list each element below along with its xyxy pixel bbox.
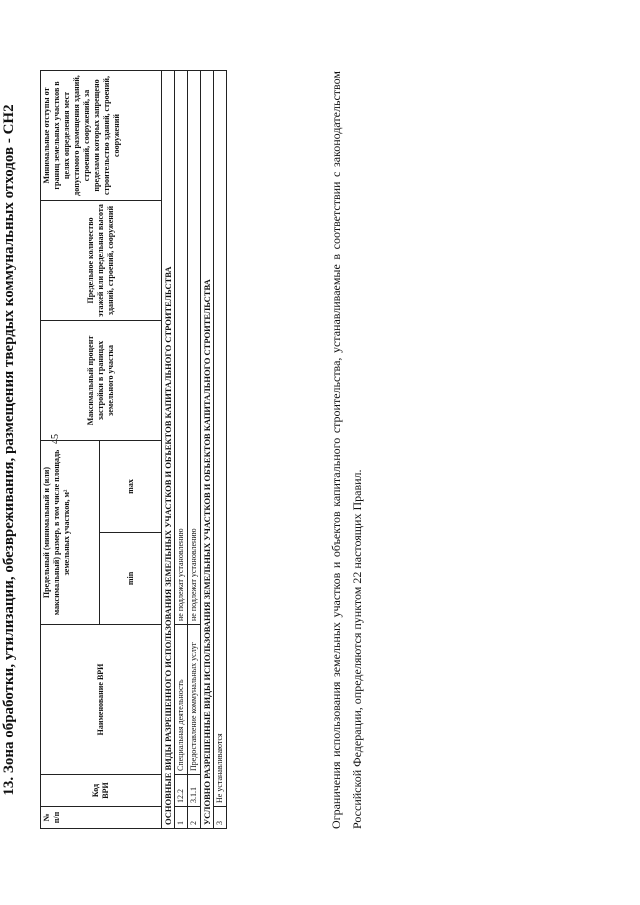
header-setback: Минимальные отступы от границ земельных участков в целях определения мест допустимого размещения зданий, строений, сооружений, за пределами которых запрещено строительство зданий, строений, сооружений: [41, 71, 162, 201]
header-code: Код ВРИ: [41, 775, 162, 807]
row-name: Предоставление коммунальных услуг: [188, 625, 201, 775]
rotated-page-content: [0, 45, 560, 855]
row-num: 2: [188, 807, 201, 829]
table-row: [214, 71, 227, 829]
table-row: [175, 71, 188, 829]
row-code: 3.1.1: [188, 775, 201, 807]
row-num: 3: [214, 807, 227, 829]
header-max: max: [100, 441, 162, 533]
row-value: не подлежат установлению: [175, 71, 188, 625]
header-floors: Предельное количество этажей или предельная высота зданий, строений, сооружений: [41, 201, 162, 321]
header-percent: Максимальный процент застройки в границах земельного участка: [41, 321, 162, 441]
header-min: min: [100, 533, 162, 625]
page-number: 45: [50, 434, 61, 444]
zone-title: 13. Зона обработки, утилизации, обезвреживания, размещения твердых коммунальных отходов - СН2: [1, 104, 17, 796]
section-cond-label: УСЛОВНО РАЗРЕШЕННЫЕ ВИДЫ ИСПОЛЬЗОВАНИЯ ЗЕМЕЛЬНЫХ УЧАСТКОВ И ОБЪЕКТОВ КАПИТАЛЬНОГО СТРОИТЕЛЬСТВА: [201, 71, 214, 829]
header-size: Предельный (минимальный и (или) максимальный) размер, в том числе площадь земельных участков, м²: [41, 441, 100, 625]
section-main-label: ОСНОВНЫЕ ВИДЫ РАЗРЕШЕННОГО ИСПОЛЬЗОВАНИЯ ЗЕМЕЛЬНЫХ УЧАСТКОВ И ОБЪЕКТОВ КАПИТАЛЬНОГО СТРОИТЕЛЬСТВА: [162, 71, 175, 829]
header-name: Наименование ВРИ: [41, 625, 162, 775]
table-row: [188, 71, 201, 829]
regulations-table: [40, 70, 227, 829]
header-row: [41, 71, 100, 829]
row-code: 12.2: [175, 775, 188, 807]
row-text: Не устанавливаются: [214, 71, 227, 807]
section-row-conditional: [201, 71, 214, 829]
restrictions-note: Ограничения использования земельных участков и объектов капитального строительства, устанавливаемые в соответствии с законодательством Российской Федерации, определяются пунктом 22 настоящих Правил.: [329, 71, 364, 829]
row-name: Специальная деятельность: [175, 625, 188, 775]
row-num: 1: [175, 807, 188, 829]
header-num: № п/п: [41, 807, 162, 829]
row-value: не подлежат установлению: [188, 71, 201, 625]
section-row-main: [162, 71, 175, 829]
